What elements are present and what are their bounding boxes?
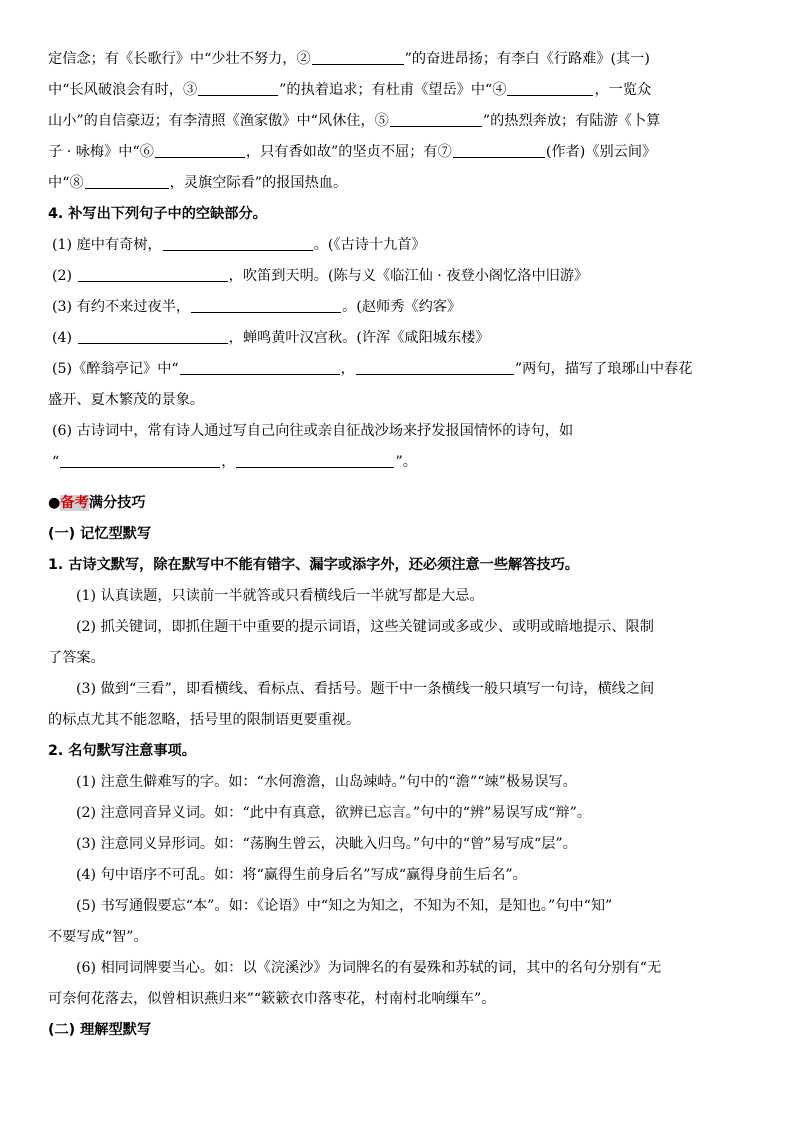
text: 。(赵师秀《约客》	[342, 299, 462, 315]
paragraph-cont: 不要写成“智”。	[48, 929, 148, 945]
text: ”的执着追求；有杜甫《望岳》中“④	[279, 82, 507, 98]
blank-4[interactable]	[507, 79, 593, 96]
text: ，	[221, 454, 236, 470]
q4-item-5-cont: 盛开、夏木繁茂的景象。	[48, 392, 205, 408]
part-1-heading: (一) 记忆型默写	[48, 526, 152, 542]
text: 满分技巧	[88, 495, 146, 511]
paragraph-cont: 的标点尤其不能忽略，括号里的限制语更要重视。	[48, 712, 361, 728]
text: ，只有香如故”的坚贞不屈；有⑦	[245, 144, 452, 160]
text: 中“长风破浪会有时，③	[48, 82, 198, 98]
text: (2)	[52, 268, 73, 284]
text: (作者)《别云间》	[545, 144, 657, 160]
blank-3[interactable]	[198, 79, 278, 96]
blank[interactable]	[356, 358, 514, 375]
heading-1: 1. 古诗文默写，除在默写中不能有错字、漏字或添字外，还必须注意一些解答技巧。	[48, 557, 579, 573]
text: 定信念；有《长歌行》中“少壮不努力，②	[48, 51, 311, 67]
blank[interactable]	[163, 234, 313, 251]
q4-item-5	[48, 354, 748, 385]
paragraph: (5) 书写通假要忘“本”。如：《论语》中“知之为知之，不知为不知，是知也。”句中“知”	[76, 898, 613, 914]
question-4-heading: 4. 补写出下列句子中的空缺部分。	[48, 206, 267, 222]
text: ，	[340, 361, 355, 377]
q4-item-4	[48, 323, 748, 354]
text: 子 · 咏梅》中“⑥	[48, 144, 154, 160]
blank-7[interactable]	[453, 141, 545, 158]
intro-line-4	[48, 137, 748, 168]
blank-6[interactable]	[155, 141, 245, 158]
text: ，吹笛到天明。(陈与义《临江仙 · 夜登小阁忆洛中旧游》	[228, 268, 589, 284]
document-page	[48, 44, 748, 1046]
heading-2: 2. 名句默写注意事项。	[48, 743, 196, 759]
text: ”的奋进昂扬；有李白《行路难》(其一)	[404, 51, 650, 67]
blank[interactable]	[180, 358, 340, 375]
blank[interactable]	[191, 296, 341, 313]
q4-item-3	[48, 292, 748, 323]
paragraph: (2) 抓关键词，即抓住题干中重要的提示词语，这些关键词或多或少、或明或暗地提示、限制	[76, 619, 654, 635]
text: (3) 有约不来过夜半，	[52, 299, 191, 315]
q4-item-6: (6) 古诗词中，常有诗人通过写自己向往或亲自征战沙场来抒发报国情怀的诗句，如	[52, 423, 574, 439]
text: (4)	[52, 330, 73, 346]
text: 山小”的自信豪迈；有李清照《渔家傲》中“风休住，⑤	[48, 113, 389, 129]
text: ，蝉鸣黄叶汉宫秋。(许浑《咸阳城东楼》	[228, 330, 490, 346]
blank-8[interactable]	[85, 172, 169, 189]
intro-line-3	[48, 106, 748, 137]
text: (1) 庭中有奇树，	[52, 237, 162, 253]
highlighted-text: 备考	[60, 495, 89, 511]
paragraph: (1) 认真读题，只读前一半就答或只看横线后一半就写都是大忌。	[76, 588, 484, 604]
text: ，灵旗空际看”的报国热血。	[169, 175, 348, 191]
text: ，一览众	[594, 82, 652, 98]
blank-5[interactable]	[390, 110, 482, 127]
intro-line-1	[48, 44, 748, 75]
blank-2[interactable]	[312, 48, 404, 65]
paragraph-cont: 可奈何花落去，似曾相识燕归来”“簌簌衣巾落枣花，村南村北响缫车”。	[48, 991, 496, 1007]
section-title	[48, 488, 748, 519]
bullet-icon: ●	[48, 495, 61, 511]
paragraph: (3) 注意同义异形词。如：“荡胸生曾云，决眦入归鸟。”句中的“曾”易写成“层”。	[76, 836, 577, 852]
paragraph: (1) 注意生僻难写的字。如：“水何澹澹，山岛竦峙。”句中的“澹”“竦”极易误写。	[76, 774, 577, 790]
part-2-heading: (二) 理解型默写	[48, 1022, 152, 1038]
text: ”的热烈奔放；有陆游《卜算	[482, 113, 661, 129]
intro-line-2	[48, 75, 748, 106]
text: ”。	[395, 454, 417, 470]
paragraph: (6) 相同词牌要当心。如：以《浣溪沙》为词牌名的有晏殊和苏轼的词，其中的名句分别有“无	[76, 960, 662, 976]
text: ”两句，描写了琅琊山中春花	[514, 361, 693, 377]
paragraph: (4) 句中语序不可乱。如：将“赢得生前身后名”写成“赢得身前生后名”。	[76, 867, 527, 883]
paragraph-cont: 了答案。	[48, 650, 105, 666]
q4-item-1	[48, 230, 748, 261]
blank[interactable]	[78, 265, 228, 282]
intro-line-5	[48, 168, 748, 199]
text: 中“⑧	[48, 175, 84, 191]
blank[interactable]	[60, 451, 220, 468]
q4-item-2	[48, 261, 748, 292]
q4-item-6-cont	[48, 447, 748, 478]
blank[interactable]	[236, 451, 394, 468]
paragraph: (2) 注意同音异义词。如：“此中有真意，欲辨已忘言。”句中的“辨”易误写成“辩”。	[76, 805, 592, 821]
blank[interactable]	[78, 327, 228, 344]
text: “	[52, 454, 60, 470]
text: 。(《古诗十九首》	[313, 237, 426, 253]
text: (5)《醉翁亭记》中“	[52, 361, 179, 377]
paragraph: (3) 做到“三看”，即看横线、看标点、看括号。题干中一条横线一般只填写一句诗，横线之间	[76, 681, 655, 697]
